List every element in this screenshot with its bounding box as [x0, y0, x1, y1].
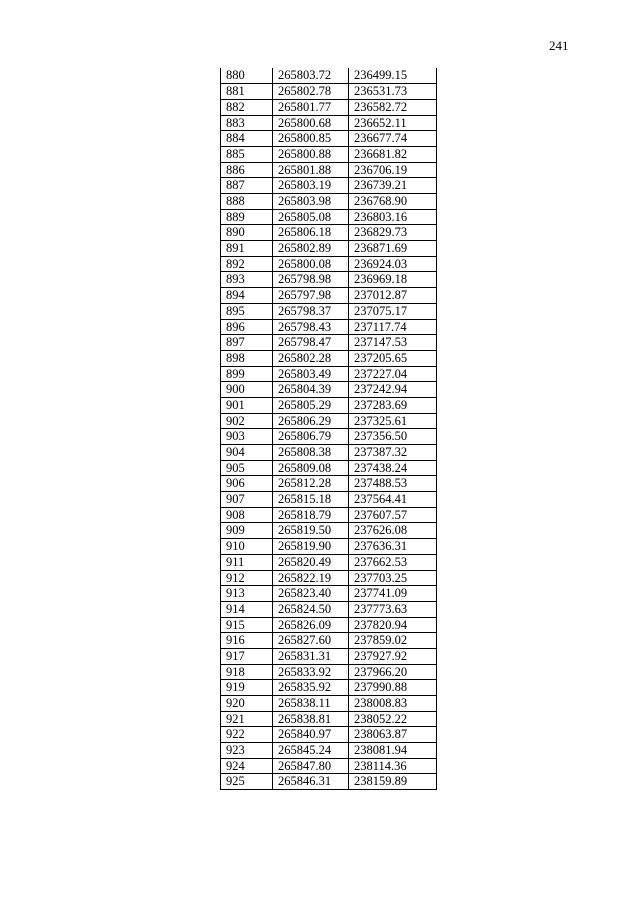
point-number-cell: 910 — [221, 539, 273, 555]
x-coordinate-cell: 265798.43 — [273, 319, 349, 335]
table-row — [221, 507, 437, 523]
y-coordinate-cell: 236681.82 — [349, 146, 437, 162]
y-coordinate-cell: 236803.16 — [349, 209, 437, 225]
table-row — [221, 429, 437, 445]
point-number-cell: 912 — [221, 570, 273, 586]
y-coordinate-cell: 238081.94 — [349, 743, 437, 759]
x-coordinate-cell: 265798.47 — [273, 335, 349, 351]
table-row — [221, 570, 437, 586]
table-row — [221, 99, 437, 115]
point-number-cell: 901 — [221, 397, 273, 413]
x-coordinate-cell: 265806.18 — [273, 225, 349, 241]
point-number-cell: 920 — [221, 696, 273, 712]
point-number-cell: 906 — [221, 476, 273, 492]
x-coordinate-cell: 265800.88 — [273, 146, 349, 162]
y-coordinate-cell: 238063.87 — [349, 727, 437, 743]
table-row — [221, 115, 437, 131]
point-number-cell: 904 — [221, 445, 273, 461]
table-row — [221, 476, 437, 492]
table-row — [221, 382, 437, 398]
table-row — [221, 256, 437, 272]
coordinates-table — [220, 68, 437, 790]
y-coordinate-cell: 237820.94 — [349, 617, 437, 633]
x-coordinate-cell: 265798.98 — [273, 272, 349, 288]
x-coordinate-cell: 265840.97 — [273, 727, 349, 743]
x-coordinate-cell: 265800.68 — [273, 115, 349, 131]
y-coordinate-cell: 237012.87 — [349, 288, 437, 304]
table-row — [221, 303, 437, 319]
y-coordinate-cell: 237387.32 — [349, 445, 437, 461]
y-coordinate-cell: 237488.53 — [349, 476, 437, 492]
point-number-cell: 900 — [221, 382, 273, 398]
x-coordinate-cell: 265798.37 — [273, 303, 349, 319]
table-row — [221, 696, 437, 712]
y-coordinate-cell: 237117.74 — [349, 319, 437, 335]
y-coordinate-cell: 237662.53 — [349, 554, 437, 570]
y-coordinate-cell: 237147.53 — [349, 335, 437, 351]
x-coordinate-cell: 265823.40 — [273, 586, 349, 602]
table-row — [221, 241, 437, 257]
x-coordinate-cell: 265826.09 — [273, 617, 349, 633]
y-coordinate-cell: 237283.69 — [349, 397, 437, 413]
y-coordinate-cell: 237636.31 — [349, 539, 437, 555]
y-coordinate-cell: 237990.88 — [349, 680, 437, 696]
y-coordinate-cell: 237966.20 — [349, 664, 437, 680]
y-coordinate-cell: 237356.50 — [349, 429, 437, 445]
table-row — [221, 68, 437, 84]
point-number-cell: 915 — [221, 617, 273, 633]
point-number-cell: 895 — [221, 303, 273, 319]
point-number-cell: 890 — [221, 225, 273, 241]
y-coordinate-cell: 238052.22 — [349, 711, 437, 727]
table-row — [221, 554, 437, 570]
x-coordinate-cell: 265808.38 — [273, 445, 349, 461]
table-row — [221, 586, 437, 602]
x-coordinate-cell: 265838.11 — [273, 696, 349, 712]
y-coordinate-cell: 237626.08 — [349, 523, 437, 539]
table-row — [221, 633, 437, 649]
x-coordinate-cell: 265812.28 — [273, 476, 349, 492]
y-coordinate-cell: 237703.25 — [349, 570, 437, 586]
x-coordinate-cell: 265833.92 — [273, 664, 349, 680]
point-number-cell: 894 — [221, 288, 273, 304]
x-coordinate-cell: 265815.18 — [273, 492, 349, 508]
x-coordinate-cell: 265802.78 — [273, 84, 349, 100]
x-coordinate-cell: 265801.88 — [273, 162, 349, 178]
point-number-cell: 888 — [221, 194, 273, 210]
x-coordinate-cell: 265827.60 — [273, 633, 349, 649]
table-row — [221, 146, 437, 162]
point-number-cell: 891 — [221, 241, 273, 257]
x-coordinate-cell: 265797.98 — [273, 288, 349, 304]
point-number-cell: 896 — [221, 319, 273, 335]
point-number-cell: 913 — [221, 586, 273, 602]
y-coordinate-cell: 237859.02 — [349, 633, 437, 649]
table-row — [221, 664, 437, 680]
point-number-cell: 905 — [221, 460, 273, 476]
table-row — [221, 350, 437, 366]
x-coordinate-cell: 265809.08 — [273, 460, 349, 476]
page-number: 241 — [549, 38, 569, 53]
x-coordinate-cell: 265845.24 — [273, 743, 349, 759]
point-number-cell: 917 — [221, 648, 273, 664]
y-coordinate-cell: 236768.90 — [349, 194, 437, 210]
y-coordinate-cell: 237325.61 — [349, 413, 437, 429]
y-coordinate-cell: 236531.73 — [349, 84, 437, 100]
table-row — [221, 335, 437, 351]
point-number-cell: 923 — [221, 743, 273, 759]
table-row — [221, 397, 437, 413]
x-coordinate-cell: 265806.29 — [273, 413, 349, 429]
y-coordinate-cell: 237438.24 — [349, 460, 437, 476]
table-row — [221, 758, 437, 774]
point-number-cell: 911 — [221, 554, 273, 570]
point-number-cell: 919 — [221, 680, 273, 696]
table-row — [221, 194, 437, 210]
y-coordinate-cell: 236677.74 — [349, 131, 437, 147]
table-row — [221, 523, 437, 539]
x-coordinate-cell: 265831.31 — [273, 648, 349, 664]
y-coordinate-cell: 236706.19 — [349, 162, 437, 178]
x-coordinate-cell: 265802.28 — [273, 350, 349, 366]
point-number-cell: 889 — [221, 209, 273, 225]
table-row — [221, 617, 437, 633]
y-coordinate-cell: 237927.92 — [349, 648, 437, 664]
x-coordinate-cell: 265847.80 — [273, 758, 349, 774]
table-row — [221, 319, 437, 335]
point-number-cell: 925 — [221, 774, 273, 790]
point-number-cell: 921 — [221, 711, 273, 727]
y-coordinate-cell: 237205.65 — [349, 350, 437, 366]
table-row — [221, 680, 437, 696]
x-coordinate-cell: 265835.92 — [273, 680, 349, 696]
x-coordinate-cell: 265802.89 — [273, 241, 349, 257]
y-coordinate-cell: 236739.21 — [349, 178, 437, 194]
table-row — [221, 460, 437, 476]
x-coordinate-cell: 265800.08 — [273, 256, 349, 272]
x-coordinate-cell: 265805.29 — [273, 397, 349, 413]
y-coordinate-cell: 238008.83 — [349, 696, 437, 712]
x-coordinate-cell: 265846.31 — [273, 774, 349, 790]
table-row — [221, 209, 437, 225]
table-row — [221, 711, 437, 727]
x-coordinate-cell: 265838.81 — [273, 711, 349, 727]
x-coordinate-cell: 265803.98 — [273, 194, 349, 210]
y-coordinate-cell: 236652.11 — [349, 115, 437, 131]
table-row — [221, 131, 437, 147]
x-coordinate-cell: 265818.79 — [273, 507, 349, 523]
point-number-cell: 882 — [221, 99, 273, 115]
y-coordinate-cell: 236829.73 — [349, 225, 437, 241]
y-coordinate-cell: 237607.57 — [349, 507, 437, 523]
table-row — [221, 539, 437, 555]
y-coordinate-cell: 237227.04 — [349, 366, 437, 382]
table-row — [221, 727, 437, 743]
point-number-cell: 914 — [221, 601, 273, 617]
point-number-cell: 898 — [221, 350, 273, 366]
point-number-cell: 908 — [221, 507, 273, 523]
point-number-cell: 916 — [221, 633, 273, 649]
point-number-cell: 893 — [221, 272, 273, 288]
x-coordinate-cell: 265800.85 — [273, 131, 349, 147]
table-row — [221, 178, 437, 194]
x-coordinate-cell: 265806.79 — [273, 429, 349, 445]
x-coordinate-cell: 265804.39 — [273, 382, 349, 398]
y-coordinate-cell: 236582.72 — [349, 99, 437, 115]
x-coordinate-cell: 265822.19 — [273, 570, 349, 586]
table-row — [221, 413, 437, 429]
table-row — [221, 648, 437, 664]
table-row — [221, 601, 437, 617]
y-coordinate-cell: 237242.94 — [349, 382, 437, 398]
y-coordinate-cell: 238114.36 — [349, 758, 437, 774]
y-coordinate-cell: 236499.15 — [349, 68, 437, 84]
point-number-cell: 903 — [221, 429, 273, 445]
point-number-cell: 897 — [221, 335, 273, 351]
table-row — [221, 84, 437, 100]
table-row — [221, 272, 437, 288]
y-coordinate-cell: 238159.89 — [349, 774, 437, 790]
point-number-cell: 907 — [221, 492, 273, 508]
point-number-cell: 899 — [221, 366, 273, 382]
table-row — [221, 366, 437, 382]
table-row — [221, 445, 437, 461]
point-number-cell: 892 — [221, 256, 273, 272]
x-coordinate-cell: 265803.72 — [273, 68, 349, 84]
x-coordinate-cell: 265820.49 — [273, 554, 349, 570]
table-row — [221, 743, 437, 759]
y-coordinate-cell: 237564.41 — [349, 492, 437, 508]
point-number-cell: 902 — [221, 413, 273, 429]
x-coordinate-cell: 265824.50 — [273, 601, 349, 617]
table-row — [221, 225, 437, 241]
y-coordinate-cell: 237741.09 — [349, 586, 437, 602]
point-number-cell: 883 — [221, 115, 273, 131]
point-number-cell: 885 — [221, 146, 273, 162]
point-number-cell: 922 — [221, 727, 273, 743]
x-coordinate-cell: 265819.50 — [273, 523, 349, 539]
table-row — [221, 288, 437, 304]
point-number-cell: 887 — [221, 178, 273, 194]
y-coordinate-cell: 237773.63 — [349, 601, 437, 617]
point-number-cell: 886 — [221, 162, 273, 178]
point-number-cell: 909 — [221, 523, 273, 539]
point-number-cell: 880 — [221, 68, 273, 84]
y-coordinate-cell: 237075.17 — [349, 303, 437, 319]
x-coordinate-cell: 265803.19 — [273, 178, 349, 194]
table-row — [221, 492, 437, 508]
table-row — [221, 162, 437, 178]
coordinates-table-body — [221, 68, 437, 790]
point-number-cell: 918 — [221, 664, 273, 680]
x-coordinate-cell: 265819.90 — [273, 539, 349, 555]
point-number-cell: 884 — [221, 131, 273, 147]
point-number-cell: 924 — [221, 758, 273, 774]
point-number-cell: 881 — [221, 84, 273, 100]
table-row — [221, 774, 437, 790]
y-coordinate-cell: 236969.18 — [349, 272, 437, 288]
x-coordinate-cell: 265801.77 — [273, 99, 349, 115]
x-coordinate-cell: 265805.08 — [273, 209, 349, 225]
y-coordinate-cell: 236924.03 — [349, 256, 437, 272]
x-coordinate-cell: 265803.49 — [273, 366, 349, 382]
y-coordinate-cell: 236871.69 — [349, 241, 437, 257]
